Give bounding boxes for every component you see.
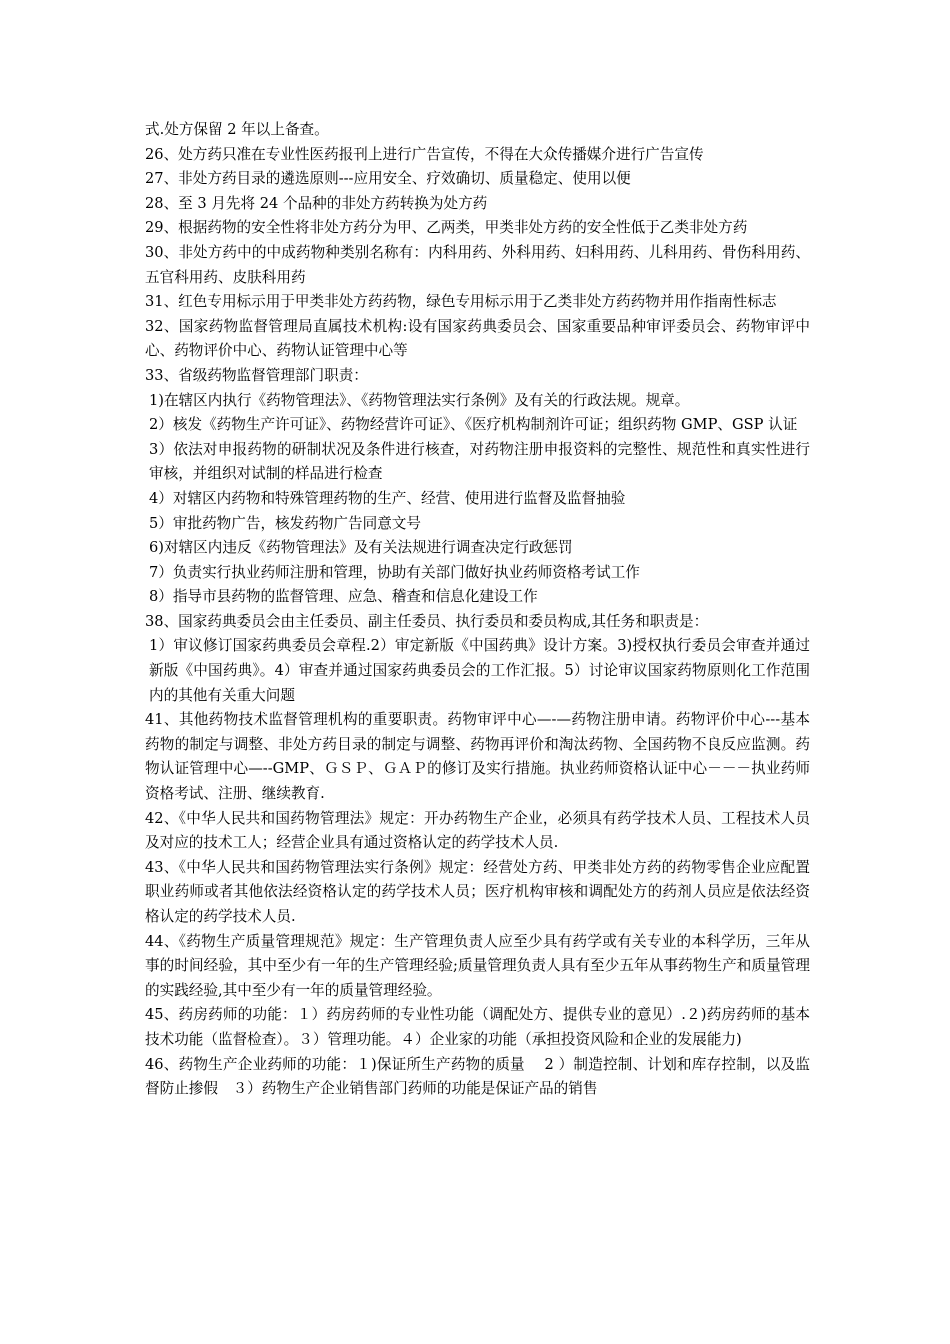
paragraph: 27、非处方药目录的遴选原则---应用安全、疗效确切、质量稳定、使用以便 <box>145 170 631 188</box>
list-item: 1)在辖区内执行《药物管理法》、《药物管理法实行条例》及有关的行政法规。规章。 <box>149 391 690 409</box>
paragraph: 29、根据药物的安全性将非处方药分为甲、乙两类，甲类非处方药的安全性低于乙类非处方药 <box>145 219 748 237</box>
list-item: 7）负责实行执业药师注册和管理，协助有关部门做好执业药师资格考试工作 <box>149 563 640 581</box>
document-body <box>145 118 810 1102</box>
list-item: 6)对辖区内违反《药物管理法》及有关法规进行调查决定行政惩罚 <box>149 539 573 557</box>
paragraph: 45、药房药师的功能：１）药房药师的专业性功能（调配处方、提供专业的意见）.２)药房药师的基本技术功能（监督检查）。３）管理功能。４）企业家的功能（承担投资风险和企业的发展能力) <box>145 1006 810 1048</box>
paragraph: 42、《中华人民共和国药物管理法》规定：开办药物生产企业，必须具有药学技术人员、工程技术人员及对应的技术工人；经营企业具有通过资格认定的药学技术人员. <box>145 809 810 852</box>
list-item: 5）审批药物广告，核发药物广告同意文号 <box>149 514 421 532</box>
paragraph: 33、省级药物监督管理部门职责： <box>145 366 368 384</box>
paragraph: 46、药物生产企业药师的功能：１)保证所生产药物的质量 2 ）制造控制、计划和库存控制，以及监督防止掺假 ３）药物生产企业销售部门药师的功能是保证产品的销售 <box>145 1055 810 1098</box>
list-item: 3）依法对申报药物的研制状况及条件进行核查，对药物注册申报资料的完整性、规范性和真实性进行审核，并组织对试制的样品进行检查 <box>149 440 810 483</box>
paragraph: 38、国家药典委员会由主任委员、副主任委员、执行委员和委员构成,其任务和职责是： <box>145 612 709 630</box>
paragraph: 30、非处方药中的中成药物种类别名称有：内科用药、外科用药、妇科用药、儿科用药、骨伤科用药、五官科用药、皮肤科用药 <box>145 243 810 286</box>
list-item: 1）审议修订国家药典委员会章程.2）审定新版《中国药典》设计方案。3)授权执行委员会审查并通过新版《中国药典》。4）审查并通过国家药典委员会的工作汇报。5）讨论审议国家药物原则化工作范围内的其他有关重大问题 <box>149 637 810 704</box>
paragraph: 41、其他药物技术监督管理机构的重要职责。药物审评中心—-—药物注册申请。药物评价中心---基本药物的制定与调整、非处方药目录的制定与调整、药物再评价和淘汰药物、全国药物不良反应监测。药物认证管理中心—--GMP、ＧＳＰ、ＧＡＰ的修订及实行措施。执业药师资格认证中心－－－执业药师资格考试、注册、继续教育. <box>145 711 810 803</box>
list-item: 4）对辖区内药物和特殊管理药物的生产、经营、使用进行监督及监督抽验 <box>149 489 626 507</box>
paragraph: 44、《药物生产质量管理规范》规定：生产管理负责人应至少具有药学或有关专业的本科学历，三年从事的时间经验，其中至少有一年的生产管理经验;质量管理负责人具有至少五年从事药物生产和质量管理的实践经验,其中至少有一年的质量管理经验。 <box>145 932 810 999</box>
list-item: 2）核发《药物生产许可证》、药物经营许可证》、《医疗机构制剂许可证；组织药物 GMP、GSP 认证 <box>149 416 798 434</box>
paragraph: 28、至 3 月先将 24 个品种的非处方药转换为处方药 <box>145 194 488 212</box>
paragraph: 32、国家药物监督管理局直属技术机构:设有国家药典委员会、国家重要品种审评委员会、药物审评中心、药物评价中心、药物认证管理中心等 <box>145 317 810 360</box>
paragraph: 26、处方药只准在专业性医药报刊上进行广告宣传，不得在大众传播媒介进行广告宣传 <box>145 145 704 163</box>
paragraph: 43、《中华人民共和国药物管理法实行条例》规定：经营处方药、甲类非处方药的药物零售企业应配置职业药师或者其他依法经资格认定的药学技术人员；医疗机构审核和调配处方的药剂人员应是依法经资格认定的药学技术人员. <box>145 858 810 925</box>
paragraph: 式.处方保留 2 年以上备查。 <box>145 121 329 138</box>
paragraph: 31、红色专用标示用于甲类非处方药药物，绿色专用标示用于乙类非处方药药物并用作指南性标志 <box>145 293 777 311</box>
list-item: 8）指导市县药物的监督管理、应急、稽查和信息化建设工作 <box>149 588 538 606</box>
